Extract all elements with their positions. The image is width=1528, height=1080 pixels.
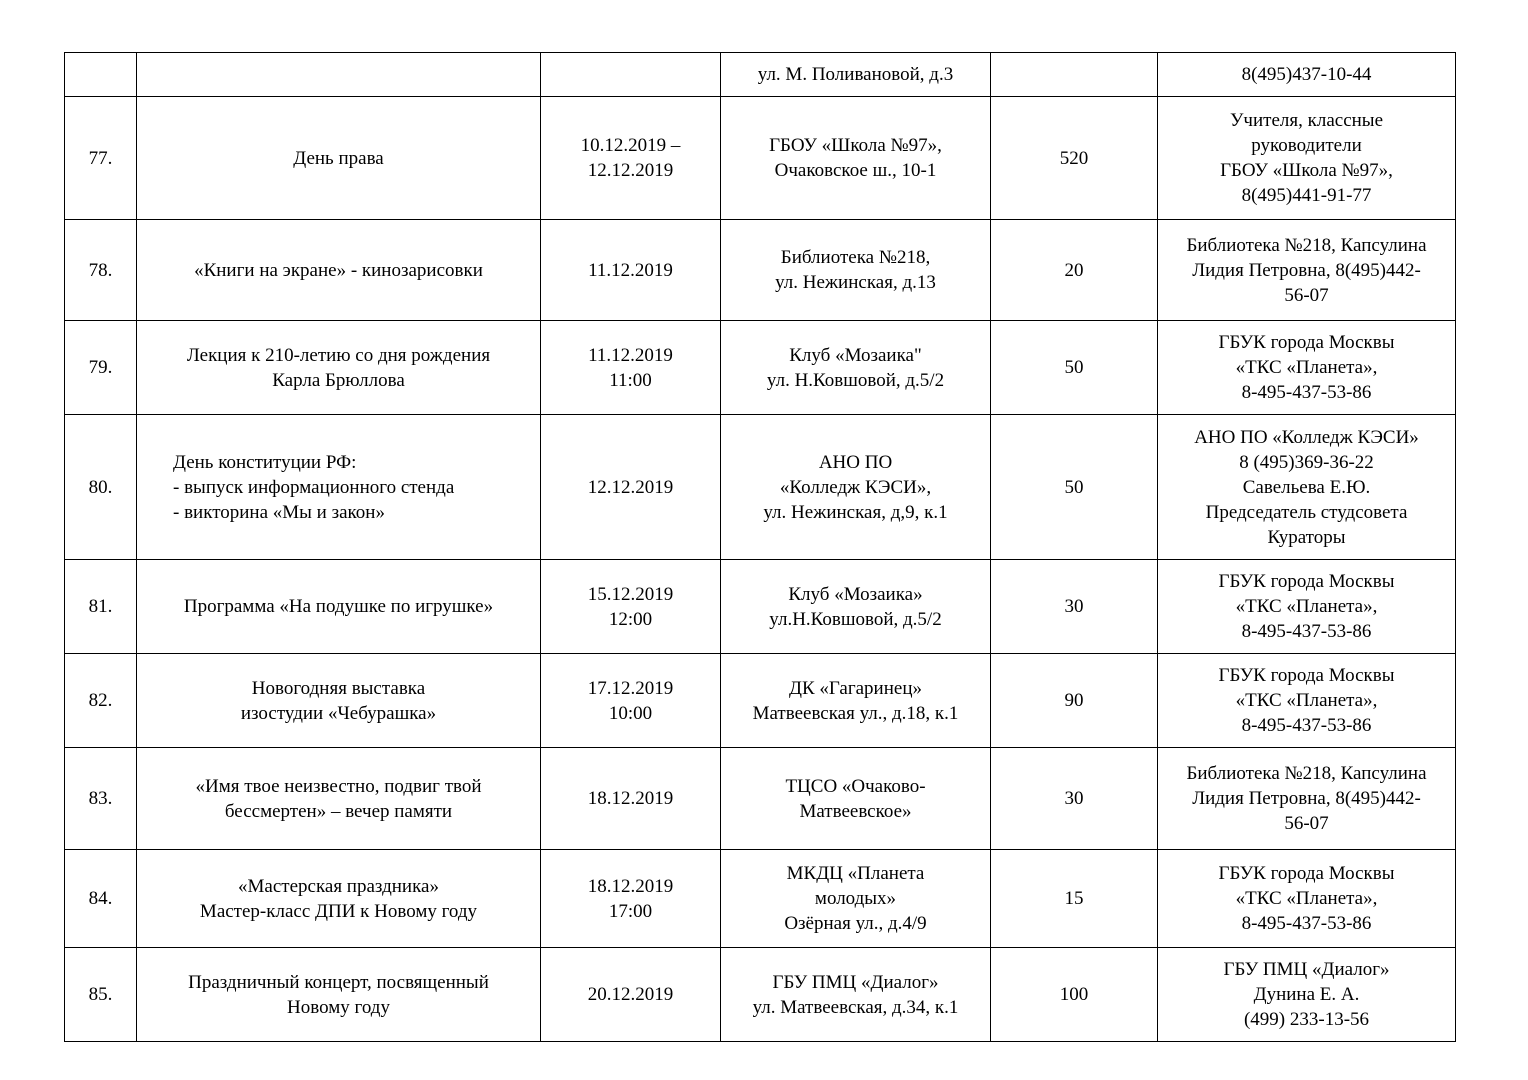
event-place: АНО ПО «Колледж КЭСИ», ул. Нежинская, д,9, к.1 xyxy=(721,415,991,560)
event-name: «Мастерская праздника» Мастер-класс ДПИ к Новому году xyxy=(137,850,541,948)
event-place: Библиотека №218, ул. Нежинская, д.13 xyxy=(721,220,991,321)
event-name xyxy=(137,53,541,97)
event-date: 10.12.2019 – 12.12.2019 xyxy=(541,97,721,220)
responsible-contact: ГБУ ПМЦ «Диалог» Дунина Е. А. (499) 233-13-56 xyxy=(1158,948,1456,1042)
event-name: Программа «На подушке по игрушке» xyxy=(137,560,541,654)
event-name: «Имя твое неизвестно, подвиг твой бессмертен» – вечер памяти xyxy=(137,748,541,850)
row-number: 84. xyxy=(65,850,137,948)
event-place: ул. М. Поливановой, д.3 xyxy=(721,53,991,97)
participant-count: 30 xyxy=(991,560,1158,654)
table-row xyxy=(65,850,1456,948)
participant-count: 100 xyxy=(991,948,1158,1042)
responsible-contact: АНО ПО «Колледж КЭСИ» 8 (495)369-36-22 Савельева Е.Ю. Председатель студсовета Кураторы xyxy=(1158,415,1456,560)
table-row xyxy=(65,97,1456,220)
event-date: 12.12.2019 xyxy=(541,415,721,560)
participant-count: 90 xyxy=(991,654,1158,748)
events-table-body xyxy=(65,53,1456,1042)
table-row xyxy=(65,321,1456,415)
responsible-contact: 8(495)437-10-44 xyxy=(1158,53,1456,97)
row-number: 82. xyxy=(65,654,137,748)
table-row xyxy=(65,220,1456,321)
participant-count: 15 xyxy=(991,850,1158,948)
event-date: 15.12.2019 12:00 xyxy=(541,560,721,654)
responsible-contact: ГБУК города Москвы «ТКС «Планета», 8-495-437-53-86 xyxy=(1158,850,1456,948)
participant-count: 20 xyxy=(991,220,1158,321)
row-number: 83. xyxy=(65,748,137,850)
row-number: 85. xyxy=(65,948,137,1042)
responsible-contact: ГБУК города Москвы «ТКС «Планета», 8-495-437-53-86 xyxy=(1158,321,1456,415)
participant-count: 30 xyxy=(991,748,1158,850)
event-place: Клуб «Мозаика» ул.Н.Ковшовой, д.5/2 xyxy=(721,560,991,654)
table-row xyxy=(65,560,1456,654)
event-name: День конституции РФ: - выпуск информационного стенда - викторина «Мы и закон» xyxy=(137,415,541,560)
row-number xyxy=(65,53,137,97)
row-number: 79. xyxy=(65,321,137,415)
event-date: 20.12.2019 xyxy=(541,948,721,1042)
event-name: День права xyxy=(137,97,541,220)
responsible-contact: ГБУК города Москвы «ТКС «Планета», 8-495-437-53-86 xyxy=(1158,560,1456,654)
event-place: МКДЦ «Планета молодых» Озёрная ул., д.4/9 xyxy=(721,850,991,948)
event-place: ГБУ ПМЦ «Диалог» ул. Матвеевская, д.34, к.1 xyxy=(721,948,991,1042)
event-name: Праздничный концерт, посвященный Новому году xyxy=(137,948,541,1042)
event-name: «Книги на экране» - кинозарисовки xyxy=(137,220,541,321)
responsible-contact: Библиотека №218, Капсулина Лидия Петровна, 8(495)442- 56-07 xyxy=(1158,220,1456,321)
responsible-contact: Библиотека №218, Капсулина Лидия Петровна, 8(495)442- 56-07 xyxy=(1158,748,1456,850)
participant-count: 50 xyxy=(991,321,1158,415)
table-row xyxy=(65,654,1456,748)
event-date: 18.12.2019 xyxy=(541,748,721,850)
event-place: ГБОУ «Школа №97», Очаковское ш., 10-1 xyxy=(721,97,991,220)
table-row xyxy=(65,748,1456,850)
table-row xyxy=(65,415,1456,560)
responsible-contact: ГБУК города Москвы «ТКС «Планета», 8-495-437-53-86 xyxy=(1158,654,1456,748)
events-table xyxy=(64,52,1456,1042)
row-number: 80. xyxy=(65,415,137,560)
event-date: 17.12.2019 10:00 xyxy=(541,654,721,748)
participant-count: 50 xyxy=(991,415,1158,560)
event-date: 11.12.2019 xyxy=(541,220,721,321)
event-place: ДК «Гагаринец» Матвеевская ул., д.18, к.1 xyxy=(721,654,991,748)
event-place: ТЦСО «Очаково- Матвеевское» xyxy=(721,748,991,850)
responsible-contact: Учителя, классные руководители ГБОУ «Школа №97», 8(495)441-91-77 xyxy=(1158,97,1456,220)
participant-count: 520 xyxy=(991,97,1158,220)
event-name: Новогодняя выставка изостудии «Чебурашка» xyxy=(137,654,541,748)
row-number: 78. xyxy=(65,220,137,321)
event-date: 18.12.2019 17:00 xyxy=(541,850,721,948)
table-row xyxy=(65,948,1456,1042)
event-name: Лекция к 210-летию со дня рождения Карла Брюллова xyxy=(137,321,541,415)
table-row xyxy=(65,53,1456,97)
row-number: 81. xyxy=(65,560,137,654)
event-date: 11.12.2019 11:00 xyxy=(541,321,721,415)
event-place: Клуб «Мозаика" ул. Н.Ковшовой, д.5/2 xyxy=(721,321,991,415)
participant-count xyxy=(991,53,1158,97)
event-date xyxy=(541,53,721,97)
row-number: 77. xyxy=(65,97,137,220)
